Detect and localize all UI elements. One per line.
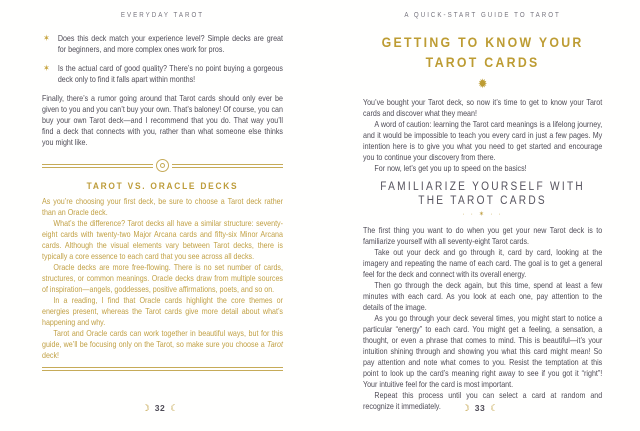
paragraph: The first thing you want to do when you get your new Tarot deck is to familiarize yourself with all seventy-eight Tarot cards. (363, 226, 603, 246)
running-head-right: A QUICK-START GUIDE TO TAROT (404, 12, 561, 19)
subsection-heading-line1: FAMILIARIZE YOURSELF WITH (380, 181, 586, 193)
subsection-heading-line2: THE TAROT CARDS (418, 194, 547, 207)
page-footer-left (0, 403, 320, 413)
bullet-item (42, 63, 283, 85)
right-page (320, 0, 640, 431)
page-number: 32 (154, 403, 166, 413)
star-dots-ornament-icon: · · ✶ · · (462, 211, 503, 218)
crescent-moon-right-icon: ☾ (170, 403, 179, 413)
paragraph: You’ve bought your Tarot deck, so now it’s time to get to know your Tarot cards and discover what they mean! (363, 98, 603, 118)
chapter-title-line2: TAROT CARDS (425, 53, 540, 70)
gold-paragraph: Oracle decks are more free-flowing. There is no set number of cards, structures, or common meanings. Oracle decks draw from multiple sources of inspiration—angels, goddesses, positive affirmations, poets, and so on. (42, 263, 283, 294)
page-footer-right (320, 403, 640, 413)
gold-paragraph: What’s the difference? Tarot decks all have a similar structure: seventy-eight cards with twenty-two Major Arcana cards and fifty-six Minor Arcana cards. Although the visual elements vary between Tarot decks, there is typically a core essence to each card that you see across all decks. (42, 219, 283, 261)
divider-rule-right (172, 164, 283, 168)
page-number: 33 (474, 403, 486, 413)
gold-paragraph: Tarot and Oracle cards can work together in beautiful ways, but for this guide, we’ll be focusing only on the Tarot, so make sure you choose a Tarot deck! (42, 329, 283, 360)
bottom-rule (42, 367, 283, 371)
crescent-moon-right-icon: ☾ (490, 403, 499, 413)
bullet-list (42, 33, 283, 85)
paragraph: For now, let’s get you up to speed on the basics! (374, 164, 527, 173)
subsection-heading (363, 181, 602, 208)
paragraph: A word of caution: learning the Tarot card meanings is a lifelong journey, and it would be impossible to teach you every card in just a few pages. My intention here is to give you what you need to get started and encourage you to continue your discovery from there. (363, 120, 603, 162)
paragraph: Repeat this process until you can select a card at random and recognize it immediately. (363, 391, 603, 411)
gold-paragraph: In a reading, I find that Oracle cards highlight the core themes or energies present, whereas the Tarot cards give more detail about what’s happening and why. (42, 296, 283, 327)
paragraph: Take out your deck and go through it, card by card, looking at the imagery and repeating the name of each card. The goal is to get a general feel for the deck and connect with its overall energy. (363, 248, 603, 279)
intro-paragraph: Finally, there’s a rumor going around that Tarot cards should only ever be given to you and you can’t buy your own. That’s baloney! Of course, you can buy your own Tarot deck—and I recommend that you do. That way you’ll find a deck that connects with you, rather than what someone else thinks you might like. (42, 94, 283, 147)
gold-paragraph: As you’re choosing your first deck, be sure to choose a Tarot deck rather than an Oracle deck. (42, 197, 283, 217)
section-divider (42, 158, 283, 173)
bullet-text: Is the actual card of good quality? There’s no point buying a gorgeous deck only to find it falls apart within months! (57, 64, 283, 84)
chapter-title (363, 33, 602, 72)
crescent-moon-left-icon: ☽ (461, 403, 470, 413)
sun-icon: ✹ (477, 76, 488, 91)
circle-ornament-icon (156, 159, 169, 172)
bullet-item (42, 33, 283, 55)
crescent-moon-left-icon: ☽ (141, 403, 150, 413)
star-bullet-icon: ✶ (43, 63, 50, 73)
section-heading: TAROT VS. ORACLE DECKS (86, 181, 239, 192)
paragraph: Then go through the deck again, but this time, spend at least a few minutes with each card. As you look at each one, pay attention to the details of the image. (363, 281, 603, 312)
divider-rule-left (42, 164, 153, 168)
star-bullet-icon: ✶ (43, 33, 50, 43)
chapter-title-line1: GETTING TO KNOW YOUR (381, 34, 584, 50)
paragraph: As you go through your deck several times, you might start to notice a particular “energy” to each card. You might get a feeling, a sensation, a thought, or even a phrase that comes to mind. This is beautiful—it’s your intuition shining through and showing you what this card might mean! So pay attention and note what comes to you. Resist the temptation at this point to look up the card’s meaning right away to see if you got it “right”! Your intuitive feel for the card is most important. (363, 314, 603, 389)
bullet-text: Does this deck match your experience level? Simple decks are great for beginners, and more complex ones work for pros. (57, 34, 283, 54)
running-head-left: EVERYDAY TAROT (120, 12, 205, 19)
